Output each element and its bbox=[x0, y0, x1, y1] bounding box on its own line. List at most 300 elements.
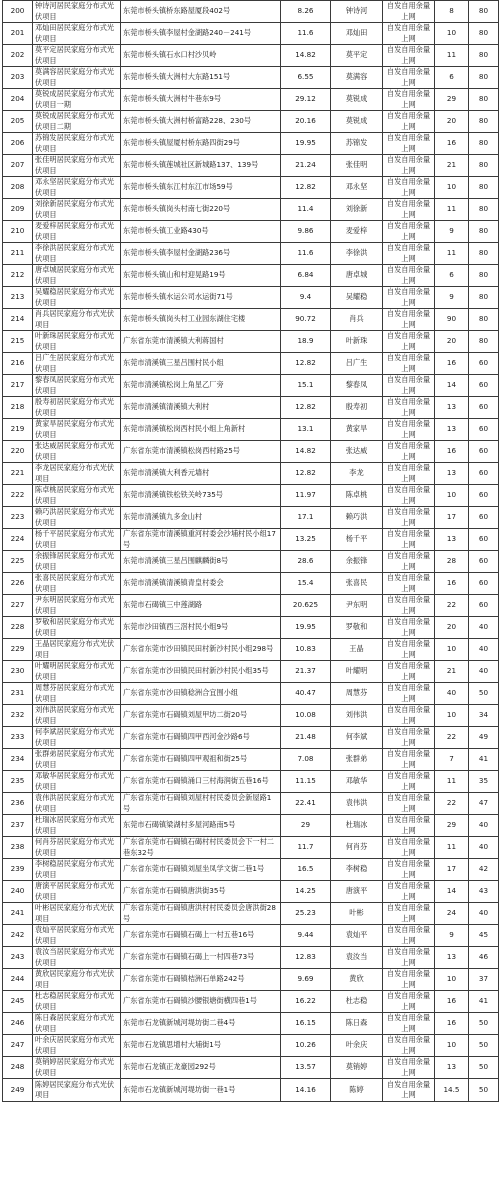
row-index: 222 bbox=[3, 485, 33, 507]
address-cell: 东莞市清溪镇九多金山村 bbox=[121, 507, 281, 529]
owner-cell: 黄家旱 bbox=[331, 419, 383, 441]
table-row bbox=[3, 1057, 499, 1079]
row-index: 203 bbox=[3, 67, 33, 89]
owner-cell: 杨千平 bbox=[331, 529, 383, 551]
duration-cell: 60 bbox=[469, 551, 499, 573]
value-cell: 10 bbox=[435, 177, 469, 199]
owner-cell: 吴耀稳 bbox=[331, 287, 383, 309]
table-row bbox=[3, 661, 499, 683]
address-cell: 东莞市桥头镇岗头村南七街220号 bbox=[121, 199, 281, 221]
address-cell: 广东省东莞市石碣镇石碣上一村五巷16号 bbox=[121, 925, 281, 947]
value-cell: 24 bbox=[435, 903, 469, 925]
address-cell: 东莞市石龙镇正龙豪园292号 bbox=[121, 1057, 281, 1079]
project-name-cell: 莫平定居民家庭分布式光伏项目 bbox=[33, 45, 121, 67]
table-row bbox=[3, 243, 499, 265]
capacity-cell: 11.7 bbox=[281, 837, 331, 859]
duration-cell: 49 bbox=[469, 727, 499, 749]
row-index: 231 bbox=[3, 683, 33, 705]
address-cell: 广东省东莞市清溪镇松岗西村路25号 bbox=[121, 441, 281, 463]
project-name-cell: 何肖芬居民家庭分布式光伏项目 bbox=[33, 837, 121, 859]
project-name-cell: 李龙居民家庭分布式光伏项目 bbox=[33, 463, 121, 485]
value-cell: 17 bbox=[435, 507, 469, 529]
table-row bbox=[3, 375, 499, 397]
project-name-cell: 陈卓桃居民家庭分布式光伏项目 bbox=[33, 485, 121, 507]
address-cell: 东莞市清溪镇铁松铁关岭735号 bbox=[121, 485, 281, 507]
table-row bbox=[3, 903, 499, 925]
owner-cell: 钟诗河 bbox=[331, 1, 383, 23]
table-row bbox=[3, 397, 499, 419]
capacity-cell: 17.1 bbox=[281, 507, 331, 529]
duration-cell: 41 bbox=[469, 749, 499, 771]
mode-cell: 自发自用余量上网 bbox=[383, 1035, 435, 1057]
table-row bbox=[3, 199, 499, 221]
table-row bbox=[3, 815, 499, 837]
value-cell: 22 bbox=[435, 793, 469, 815]
mode-cell: 自发自用余量上网 bbox=[383, 1013, 435, 1035]
address-cell: 东莞市桥头镇大洲村大东路151号 bbox=[121, 67, 281, 89]
project-name-cell: 李徐洪居民家庭分布式光伏项目 bbox=[33, 243, 121, 265]
value-cell: 21 bbox=[435, 155, 469, 177]
address-cell: 广东省东莞市沙田镇民田村新沙村民小组35号 bbox=[121, 661, 281, 683]
owner-cell: 尹东明 bbox=[331, 595, 383, 617]
duration-cell: 40 bbox=[469, 837, 499, 859]
row-index: 245 bbox=[3, 991, 33, 1013]
project-name-cell: 袁伟洪居民家庭分布式光伏项目 bbox=[33, 793, 121, 815]
address-cell: 东莞市清溪镇松岗上角星乙厂旁 bbox=[121, 375, 281, 397]
row-index: 232 bbox=[3, 705, 33, 727]
value-cell: 11 bbox=[435, 45, 469, 67]
value-cell: 7 bbox=[435, 749, 469, 771]
owner-cell: 莫满容 bbox=[331, 67, 383, 89]
capacity-cell: 19.95 bbox=[281, 133, 331, 155]
value-cell: 9 bbox=[435, 287, 469, 309]
mode-cell: 自发自用余量上网 bbox=[383, 529, 435, 551]
owner-cell: 刘伟洪 bbox=[331, 705, 383, 727]
duration-cell: 60 bbox=[469, 419, 499, 441]
table-row bbox=[3, 309, 499, 331]
project-name-cell: 唐卓城居民家庭分布式光伏项目 bbox=[33, 265, 121, 287]
row-index: 226 bbox=[3, 573, 33, 595]
capacity-cell: 9.44 bbox=[281, 925, 331, 947]
mode-cell: 自发自用余量上网 bbox=[383, 573, 435, 595]
mode-cell: 自发自用余量上网 bbox=[383, 1, 435, 23]
owner-cell: 唐卓城 bbox=[331, 265, 383, 287]
capacity-cell: 12.82 bbox=[281, 353, 331, 375]
capacity-cell: 9.4 bbox=[281, 287, 331, 309]
project-name-cell: 叶耀明居民家庭分布式光伏项目 bbox=[33, 661, 121, 683]
mode-cell: 自发自用余量上网 bbox=[383, 991, 435, 1013]
address-cell: 东莞市清溪镇三星吕围村民小组 bbox=[121, 353, 281, 375]
project-name-cell: 叶彬居民家庭分布式光伏项目 bbox=[33, 903, 121, 925]
duration-cell: 80 bbox=[469, 1, 499, 23]
duration-cell: 40 bbox=[469, 617, 499, 639]
duration-cell: 80 bbox=[469, 265, 499, 287]
duration-cell: 80 bbox=[469, 45, 499, 67]
address-cell: 广东省东莞市石碣镇刘屋村村民委员会新屋路1号 bbox=[121, 793, 281, 815]
owner-cell: 黄欣 bbox=[331, 969, 383, 991]
owner-cell: 李树稳 bbox=[331, 859, 383, 881]
duration-cell: 50 bbox=[469, 683, 499, 705]
mode-cell: 自发自用余量上网 bbox=[383, 45, 435, 67]
mode-cell: 自发自用余量上网 bbox=[383, 925, 435, 947]
value-cell: 11 bbox=[435, 199, 469, 221]
capacity-cell: 12.83 bbox=[281, 947, 331, 969]
duration-cell: 80 bbox=[469, 199, 499, 221]
owner-cell: 张群弟 bbox=[331, 749, 383, 771]
address-cell: 东莞市清溪镇清溪镇青皇村委会 bbox=[121, 573, 281, 595]
project-name-cell: 周慧芬居民家庭分布式光伏项目 bbox=[33, 683, 121, 705]
capacity-cell: 14.25 bbox=[281, 881, 331, 903]
table-row bbox=[3, 419, 499, 441]
address-cell: 东莞市桥头镇工业路430号 bbox=[121, 221, 281, 243]
address-cell: 东莞市清溪镇三星吕围麒麟街8号 bbox=[121, 551, 281, 573]
table-row bbox=[3, 859, 499, 881]
mode-cell: 自发自用余量上网 bbox=[383, 683, 435, 705]
table-row bbox=[3, 23, 499, 45]
capacity-cell: 29 bbox=[281, 815, 331, 837]
duration-cell: 40 bbox=[469, 639, 499, 661]
row-index: 212 bbox=[3, 265, 33, 287]
owner-cell: 陈卓桃 bbox=[331, 485, 383, 507]
project-name-cell: 陈婷居民家庭分布式光伏项目 bbox=[33, 1079, 121, 1102]
capacity-cell: 14.82 bbox=[281, 441, 331, 463]
table-row bbox=[3, 265, 499, 287]
mode-cell: 自发自用余量上网 bbox=[383, 155, 435, 177]
project-name-cell: 赖巧洪居民家庭分布式光伏项目 bbox=[33, 507, 121, 529]
capacity-cell: 12.82 bbox=[281, 397, 331, 419]
project-name-cell: 王晶居民家庭分布式光伏项目 bbox=[33, 639, 121, 661]
owner-cell: 李徐洪 bbox=[331, 243, 383, 265]
mode-cell: 自发自用余量上网 bbox=[383, 221, 435, 243]
address-cell: 东莞市桥头镇石水口村沙贝岭 bbox=[121, 45, 281, 67]
capacity-cell: 11.6 bbox=[281, 23, 331, 45]
duration-cell: 42 bbox=[469, 859, 499, 881]
duration-cell: 80 bbox=[469, 221, 499, 243]
address-cell: 广东省东莞市石碣镇石碣上一村四巷73号 bbox=[121, 947, 281, 969]
duration-cell: 80 bbox=[469, 23, 499, 45]
duration-cell: 80 bbox=[469, 155, 499, 177]
table-row bbox=[3, 617, 499, 639]
table-row bbox=[3, 925, 499, 947]
address-cell: 广东省东莞市石碣镇四甲观祖和街25号 bbox=[121, 749, 281, 771]
row-index: 224 bbox=[3, 529, 33, 551]
table-row bbox=[3, 1035, 499, 1057]
row-index: 208 bbox=[3, 177, 33, 199]
mode-cell: 自发自用余量上网 bbox=[383, 397, 435, 419]
row-index: 246 bbox=[3, 1013, 33, 1035]
value-cell: 13 bbox=[435, 529, 469, 551]
project-name-cell: 何李斌居民家庭分布式光伏项目 bbox=[33, 727, 121, 749]
duration-cell: 60 bbox=[469, 595, 499, 617]
duration-cell: 80 bbox=[469, 111, 499, 133]
owner-cell: 陈日森 bbox=[331, 1013, 383, 1035]
owner-cell: 杜瑞冰 bbox=[331, 815, 383, 837]
capacity-cell: 18.9 bbox=[281, 331, 331, 353]
value-cell: 6 bbox=[435, 265, 469, 287]
mode-cell: 自发自用余量上网 bbox=[383, 353, 435, 375]
duration-cell: 46 bbox=[469, 947, 499, 969]
row-index: 221 bbox=[3, 463, 33, 485]
value-cell: 14 bbox=[435, 881, 469, 903]
table-row bbox=[3, 705, 499, 727]
project-name-cell: 黄家旱居民家庭分布式光伏项目 bbox=[33, 419, 121, 441]
value-cell: 16 bbox=[435, 353, 469, 375]
value-cell: 16 bbox=[435, 573, 469, 595]
value-cell: 22 bbox=[435, 595, 469, 617]
capacity-cell: 20.625 bbox=[281, 595, 331, 617]
address-cell: 东莞市沙田镇西三滘村民小组9号 bbox=[121, 617, 281, 639]
owner-cell: 余振锋 bbox=[331, 551, 383, 573]
capacity-cell: 29.12 bbox=[281, 89, 331, 111]
value-cell: 20 bbox=[435, 331, 469, 353]
table-row bbox=[3, 1013, 499, 1035]
value-cell: 10 bbox=[435, 1035, 469, 1057]
row-index: 247 bbox=[3, 1035, 33, 1057]
address-cell: 广东省东莞市石碣镇刘屋甲坊二街20号 bbox=[121, 705, 281, 727]
row-index: 238 bbox=[3, 837, 33, 859]
mode-cell: 自发自用余量上网 bbox=[383, 551, 435, 573]
row-index: 240 bbox=[3, 881, 33, 903]
project-name-cell: 张群弟居民家庭分布式光伏项目 bbox=[33, 749, 121, 771]
duration-cell: 80 bbox=[469, 177, 499, 199]
owner-cell: 叶余庆 bbox=[331, 1035, 383, 1057]
mode-cell: 自发自用余量上网 bbox=[383, 463, 435, 485]
address-cell: 广东省东莞市石碣镇石碣村村民委员会下一村二巷东32号 bbox=[121, 837, 281, 859]
owner-cell: 何李斌 bbox=[331, 727, 383, 749]
project-name-cell: 麦爱梓居民家庭分布式光伏项目 bbox=[33, 221, 121, 243]
address-cell: 东莞市桥头镇山和村迎晃路19号 bbox=[121, 265, 281, 287]
capacity-cell: 11.4 bbox=[281, 199, 331, 221]
address-cell: 广东省东莞市石碣镇刘屋坐凤学文街二巷1号 bbox=[121, 859, 281, 881]
table-row bbox=[3, 353, 499, 375]
address-cell: 广东省东莞市沙田镇民田村新沙村民小组298号 bbox=[121, 639, 281, 661]
project-name-cell: 杜瑞冰居民家庭分布式光伏项目 bbox=[33, 815, 121, 837]
row-index: 200 bbox=[3, 1, 33, 23]
mode-cell: 自发自用余量上网 bbox=[383, 309, 435, 331]
address-cell: 东莞市石龙镇新城河堤坊街一巷1号 bbox=[121, 1079, 281, 1102]
value-cell: 8 bbox=[435, 1, 469, 23]
value-cell: 13 bbox=[435, 947, 469, 969]
project-name-cell: 张佳明居民家庭分布式光伏项目 bbox=[33, 155, 121, 177]
address-cell: 广东省东莞市石碣镇涌口三村海润街五巷16号 bbox=[121, 771, 281, 793]
project-name-cell: 尹东明居民家庭分布式光伏项目 bbox=[33, 595, 121, 617]
duration-cell: 40 bbox=[469, 815, 499, 837]
value-cell: 14.5 bbox=[435, 1079, 469, 1102]
address-cell: 东莞市桥头镇桥东路屋厦段402号 bbox=[121, 1, 281, 23]
owner-cell: 麦爱梓 bbox=[331, 221, 383, 243]
row-index: 244 bbox=[3, 969, 33, 991]
project-name-cell: 邓永坚居民家庭分布式光伏项目 bbox=[33, 177, 121, 199]
project-name-cell: 叶余庆居民家庭分布式光伏项目 bbox=[33, 1035, 121, 1057]
owner-cell: 张喜民 bbox=[331, 573, 383, 595]
capacity-cell: 13.57 bbox=[281, 1057, 331, 1079]
value-cell: 10 bbox=[435, 23, 469, 45]
row-index: 249 bbox=[3, 1079, 33, 1102]
owner-cell: 殷寿初 bbox=[331, 397, 383, 419]
row-index: 220 bbox=[3, 441, 33, 463]
capacity-cell: 19.95 bbox=[281, 617, 331, 639]
duration-cell: 60 bbox=[469, 375, 499, 397]
address-cell: 广东省东莞市清溪镇大利蒋国村 bbox=[121, 331, 281, 353]
table-row bbox=[3, 1079, 499, 1102]
duration-cell: 50 bbox=[469, 1013, 499, 1035]
duration-cell: 40 bbox=[469, 661, 499, 683]
address-cell: 东莞市桥头镇李屋村金湖路236号 bbox=[121, 243, 281, 265]
mode-cell: 自发自用余量上网 bbox=[383, 111, 435, 133]
row-index: 229 bbox=[3, 639, 33, 661]
capacity-cell: 10.83 bbox=[281, 639, 331, 661]
owner-cell: 邓敏华 bbox=[331, 771, 383, 793]
table-row bbox=[3, 507, 499, 529]
address-cell: 东莞市桥头镇屋厦村桥东路四街29号 bbox=[121, 133, 281, 155]
capacity-cell: 40.47 bbox=[281, 683, 331, 705]
project-name-cell: 杨千平居民家庭分布式光伏项目 bbox=[33, 529, 121, 551]
address-cell: 广东省东莞市石碣镇唐洪村村民委员会唐洪街28号 bbox=[121, 903, 281, 925]
value-cell: 16 bbox=[435, 991, 469, 1013]
owner-cell: 莫锐成 bbox=[331, 111, 383, 133]
row-index: 242 bbox=[3, 925, 33, 947]
owner-cell: 邓永坚 bbox=[331, 177, 383, 199]
table-row bbox=[3, 133, 499, 155]
duration-cell: 60 bbox=[469, 353, 499, 375]
mode-cell: 自发自用余量上网 bbox=[383, 859, 435, 881]
mode-cell: 自发自用余量上网 bbox=[383, 507, 435, 529]
table-row bbox=[3, 485, 499, 507]
address-cell: 东莞市桥头镇大洲村牛巷东9号 bbox=[121, 89, 281, 111]
table-row bbox=[3, 287, 499, 309]
duration-cell: 35 bbox=[469, 771, 499, 793]
value-cell: 20 bbox=[435, 617, 469, 639]
row-index: 228 bbox=[3, 617, 33, 639]
project-name-cell: 苏锦发居民家庭分布式光伏项目 bbox=[33, 133, 121, 155]
owner-cell: 肖兵 bbox=[331, 309, 383, 331]
value-cell: 9 bbox=[435, 925, 469, 947]
row-index: 239 bbox=[3, 859, 33, 881]
project-name-cell: 唐演平居民家庭分布式光伏项目 bbox=[33, 881, 121, 903]
duration-cell: 37 bbox=[469, 969, 499, 991]
project-name-cell: 张喜民居民家庭分布式光伏项目 bbox=[33, 573, 121, 595]
table-row bbox=[3, 111, 499, 133]
project-name-cell: 叶新珠居民家庭分布式光伏项目 bbox=[33, 331, 121, 353]
project-name-cell: 莫锐成居民家庭分布式光伏项目二期 bbox=[33, 111, 121, 133]
table-row bbox=[3, 881, 499, 903]
table-row bbox=[3, 793, 499, 815]
row-index: 248 bbox=[3, 1057, 33, 1079]
project-name-cell: 吴耀稳居民家庭分布式光伏项目 bbox=[33, 287, 121, 309]
capacity-cell: 13.1 bbox=[281, 419, 331, 441]
mode-cell: 自发自用余量上网 bbox=[383, 485, 435, 507]
address-cell: 广东省东莞市清溪镇重河村委会沙埔村民小组17号 bbox=[121, 529, 281, 551]
row-index: 217 bbox=[3, 375, 33, 397]
mode-cell: 自发自用余量上网 bbox=[383, 771, 435, 793]
mode-cell: 自发自用余量上网 bbox=[383, 617, 435, 639]
project-name-cell: 邓灿田居民家庭分布式光伏项目 bbox=[33, 23, 121, 45]
owner-cell: 吕广生 bbox=[331, 353, 383, 375]
row-index: 215 bbox=[3, 331, 33, 353]
duration-cell: 60 bbox=[469, 573, 499, 595]
table-body bbox=[3, 1, 499, 1102]
capacity-cell: 21.37 bbox=[281, 661, 331, 683]
table-row bbox=[3, 529, 499, 551]
value-cell: 90 bbox=[435, 309, 469, 331]
table-row bbox=[3, 331, 499, 353]
duration-cell: 80 bbox=[469, 287, 499, 309]
capacity-cell: 13.25 bbox=[281, 529, 331, 551]
row-index: 206 bbox=[3, 133, 33, 155]
project-name-cell: 杜志稳居民家庭分布式光伏项目 bbox=[33, 991, 121, 1013]
project-name-cell: 罗敬和居民家庭分布式光伏项目 bbox=[33, 617, 121, 639]
address-cell: 东莞市桥头镇岗头村工业园东湖住宅楼 bbox=[121, 309, 281, 331]
value-cell: 29 bbox=[435, 815, 469, 837]
owner-cell: 李龙 bbox=[331, 463, 383, 485]
row-index: 207 bbox=[3, 155, 33, 177]
row-index: 230 bbox=[3, 661, 33, 683]
project-name-cell: 莫锐成居民家庭分布式光伏项目一期 bbox=[33, 89, 121, 111]
mode-cell: 自发自用余量上网 bbox=[383, 1057, 435, 1079]
value-cell: 29 bbox=[435, 89, 469, 111]
address-cell: 东莞市石碣镇梁湖村多屋河路南5号 bbox=[121, 815, 281, 837]
row-index: 213 bbox=[3, 287, 33, 309]
owner-cell: 袁灿平 bbox=[331, 925, 383, 947]
capacity-cell: 12.82 bbox=[281, 177, 331, 199]
capacity-cell: 90.72 bbox=[281, 309, 331, 331]
table-row bbox=[3, 595, 499, 617]
capacity-cell: 9.86 bbox=[281, 221, 331, 243]
capacity-cell: 11.6 bbox=[281, 243, 331, 265]
owner-cell: 袁伟洪 bbox=[331, 793, 383, 815]
capacity-cell: 25.23 bbox=[281, 903, 331, 925]
mode-cell: 自发自用余量上网 bbox=[383, 287, 435, 309]
row-index: 225 bbox=[3, 551, 33, 573]
duration-cell: 60 bbox=[469, 529, 499, 551]
duration-cell: 50 bbox=[469, 1035, 499, 1057]
table-row bbox=[3, 45, 499, 67]
owner-cell: 叶彬 bbox=[331, 903, 383, 925]
capacity-cell: 12.82 bbox=[281, 463, 331, 485]
table-row bbox=[3, 837, 499, 859]
table-row bbox=[3, 155, 499, 177]
table-row bbox=[3, 991, 499, 1013]
mode-cell: 自发自用余量上网 bbox=[383, 727, 435, 749]
project-name-cell: 刘徐新居民家庭分布式光伏项目 bbox=[33, 199, 121, 221]
duration-cell: 47 bbox=[469, 793, 499, 815]
table-row bbox=[3, 749, 499, 771]
row-index: 216 bbox=[3, 353, 33, 375]
address-cell: 广东省东莞市石碣镇桔洲石单路242号 bbox=[121, 969, 281, 991]
table-row bbox=[3, 573, 499, 595]
row-index: 233 bbox=[3, 727, 33, 749]
project-name-cell: 莫满容居民家庭分布式光伏项目 bbox=[33, 67, 121, 89]
value-cell: 10 bbox=[435, 485, 469, 507]
row-index: 227 bbox=[3, 595, 33, 617]
mode-cell: 自发自用余量上网 bbox=[383, 89, 435, 111]
row-index: 219 bbox=[3, 419, 33, 441]
capacity-cell: 6.55 bbox=[281, 67, 331, 89]
row-index: 202 bbox=[3, 45, 33, 67]
duration-cell: 80 bbox=[469, 309, 499, 331]
value-cell: 13 bbox=[435, 419, 469, 441]
row-index: 211 bbox=[3, 243, 33, 265]
mode-cell: 自发自用余量上网 bbox=[383, 903, 435, 925]
project-table-sheet bbox=[2, 0, 498, 1102]
duration-cell: 60 bbox=[469, 507, 499, 529]
row-index: 223 bbox=[3, 507, 33, 529]
table-row bbox=[3, 221, 499, 243]
mode-cell: 自发自用余量上网 bbox=[383, 793, 435, 815]
value-cell: 21 bbox=[435, 661, 469, 683]
project-table bbox=[2, 0, 499, 1102]
address-cell: 广东省东莞市沙田镇稔洲合宜围小组 bbox=[121, 683, 281, 705]
